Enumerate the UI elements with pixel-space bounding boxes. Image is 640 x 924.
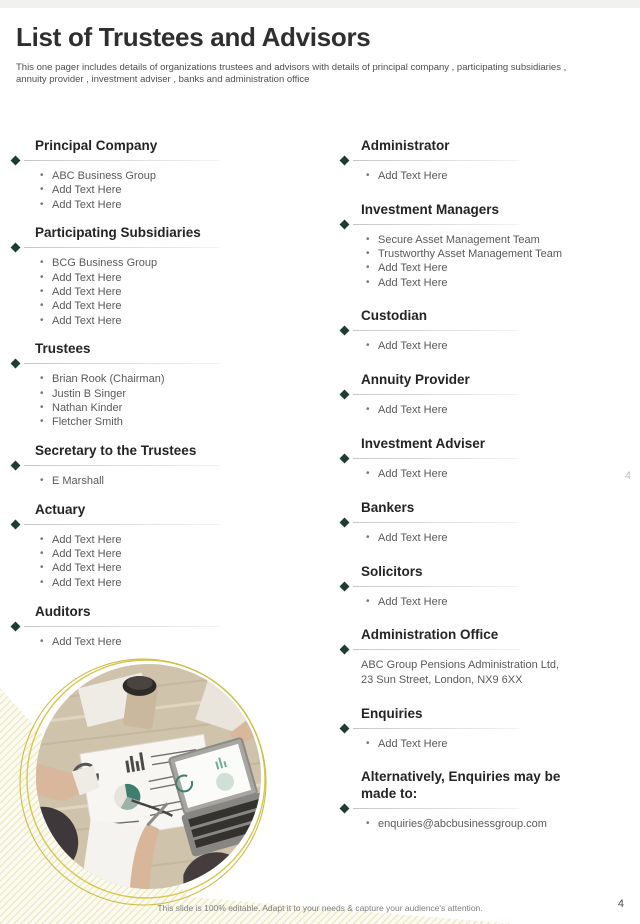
section-items: [12, 372, 230, 429]
list-item-text: Add Text Here: [52, 533, 122, 546]
section-heading: Investment Adviser: [361, 436, 486, 452]
diamond-icon: [340, 326, 350, 336]
section-actuary: [12, 501, 230, 590]
team-working-photo: [34, 662, 263, 891]
bullet-icon: •: [40, 285, 44, 297]
diamond-icon: [340, 517, 350, 527]
divider-line: [353, 586, 519, 587]
bullet-icon: •: [366, 595, 370, 607]
list-item-text: enquiries@abcbusinessgroup.com: [378, 818, 547, 831]
section-divider: [341, 804, 593, 813]
list-item: [341, 737, 593, 751]
diamond-icon: [340, 645, 350, 655]
list-item-text: ABC Group Pensions Administration Ltd,: [361, 659, 560, 672]
divider-line: [24, 465, 220, 466]
section-divider: [12, 520, 230, 529]
section-divider: [341, 724, 593, 733]
page-title: List of Trustees and Advisors: [16, 22, 371, 52]
list-item-text: Trustworthy Asset Management Team: [378, 248, 563, 261]
divider-line: [24, 160, 220, 161]
section-divider: [341, 326, 593, 335]
footer-page-number: 4: [617, 898, 624, 910]
list-item: [341, 233, 593, 247]
divider-line: [353, 330, 519, 331]
list-item: [341, 261, 593, 275]
section-items: [12, 256, 230, 327]
list-item: [341, 169, 593, 183]
bullet-icon: •: [40, 300, 44, 312]
list-item: [12, 561, 230, 575]
section-divider: [341, 220, 593, 229]
bullet-icon: •: [40, 475, 44, 487]
list-item: [12, 474, 230, 488]
list-item-text: Add Text Here: [378, 170, 448, 182]
list-item: [361, 658, 593, 672]
diamond-icon: [11, 359, 21, 369]
section-divider: [341, 156, 593, 165]
section-items: [12, 169, 230, 212]
bullet-icon: •: [366, 233, 370, 245]
section-custodian: [341, 307, 593, 353]
list-item-text: Fletcher Smith: [52, 416, 123, 429]
section-heading: Actuary: [35, 501, 86, 517]
section-principal-company: [12, 137, 230, 212]
list-item: [12, 576, 230, 590]
section-heading: Trustees: [35, 341, 91, 357]
list-item-text: Secure Asset Management Team: [378, 233, 540, 246]
diamond-icon: [11, 156, 21, 166]
list-item-text: Brian Rook (Chairman): [52, 373, 165, 386]
list-item: [12, 198, 230, 212]
right-column: [341, 137, 593, 849]
list-item-text: Add Text Here: [52, 285, 122, 298]
diamond-icon: [340, 390, 350, 400]
list-item-text: Add Text Here: [378, 595, 448, 608]
section-trustees: [12, 340, 230, 429]
diamond-icon: [340, 219, 350, 229]
divider-line: [353, 649, 519, 650]
section-heading: Bankers: [361, 499, 415, 515]
list-item-text: Add Text Here: [52, 576, 122, 589]
bullet-icon: •: [40, 416, 44, 428]
list-item-text: Add Text Here: [52, 548, 122, 561]
list-item: [12, 256, 230, 270]
list-item: [12, 635, 230, 649]
list-item: [341, 595, 593, 609]
bullet-icon: •: [40, 314, 44, 326]
bullet-icon: •: [40, 387, 44, 399]
section-items: [341, 339, 593, 353]
bullet-icon: •: [40, 373, 44, 385]
section-items: [341, 737, 593, 751]
bullet-icon: •: [40, 271, 44, 283]
list-item-text: Add Text Here: [378, 468, 448, 481]
diamond-icon: [11, 461, 21, 471]
section-heading: Alternatively, Enquiries may be made to:: [361, 769, 561, 802]
list-item-text: Add Text Here: [52, 300, 122, 313]
divider-line: [353, 224, 519, 225]
section-participating-subsidiaries: [12, 224, 230, 327]
bullet-icon: •: [40, 576, 44, 588]
section-heading: Enquiries: [361, 705, 423, 721]
bullet-icon: •: [366, 262, 370, 274]
section-heading: Solicitors: [361, 563, 423, 579]
list-item: [12, 271, 230, 285]
list-item: [12, 299, 230, 313]
section-heading: Investment Managers: [361, 201, 500, 217]
list-item-text: Add Text Here: [52, 635, 122, 648]
section-items: [341, 233, 593, 290]
list-item-text: Add Text Here: [378, 340, 448, 353]
divider-line: [24, 524, 220, 525]
list-item-text: Add Text Here: [52, 314, 122, 327]
list-item-text: Add Text Here: [378, 737, 448, 750]
section-administration-office: [341, 626, 593, 687]
bullet-icon: •: [40, 198, 44, 210]
bullet-icon: •: [366, 170, 370, 181]
section-heading: Administration Office: [361, 627, 499, 643]
diamond-icon: [340, 156, 350, 166]
list-item-text: Add Text Here: [52, 184, 122, 197]
bullet-icon: •: [40, 184, 44, 196]
section-divider: [341, 518, 593, 527]
section-divider: [341, 645, 593, 654]
divider-line: [353, 458, 519, 459]
list-item: [341, 467, 593, 481]
bullet-icon: •: [366, 468, 370, 480]
divider-line: [24, 247, 220, 248]
list-item: [12, 285, 230, 299]
section-investment-managers: [341, 201, 593, 290]
bullet-icon: •: [40, 170, 44, 181]
list-item-text: Add Text Here: [52, 271, 122, 284]
list-item-text: Add Text Here: [378, 276, 448, 289]
section-items: [341, 658, 593, 687]
diamond-icon: [11, 519, 21, 529]
section-divider: [12, 156, 230, 165]
left-column: [12, 137, 230, 661]
list-item: [12, 183, 230, 197]
section-investment-adviser: [341, 435, 593, 481]
section-items: [341, 169, 593, 183]
list-item: [12, 387, 230, 401]
list-item-text: Add Text Here: [378, 404, 448, 417]
bullet-icon: •: [40, 635, 44, 647]
list-item-text: Justin B Singer: [52, 387, 126, 400]
diamond-icon: [340, 581, 350, 591]
list-item-text: Add Text Here: [378, 531, 448, 544]
section-solicitors: [341, 563, 593, 609]
section-enquiries: [341, 705, 593, 751]
list-item-text: Nathan Kinder: [52, 401, 123, 414]
page-subtitle: This one pager includes details of organizations trustees and advisors with details of principal company , participating subsidiaries , annuity provider , investment adviser , banks and administration office: [16, 62, 567, 85]
section-heading: Custodian: [361, 308, 427, 324]
diamond-icon: [340, 804, 350, 814]
section-heading: Annuity Provider: [361, 372, 470, 388]
list-item: [361, 673, 593, 687]
section-bankers: [341, 499, 593, 545]
list-item-text: BCG Business Group: [52, 257, 158, 270]
divider-line: [353, 728, 519, 729]
section-secretary-to-the-trustees: [12, 442, 230, 488]
section-divider: [12, 359, 230, 368]
bullet-icon: •: [366, 737, 370, 749]
bullet-icon: •: [40, 548, 44, 560]
divider-line: [353, 160, 519, 161]
list-item-text: Add Text Here: [378, 262, 448, 275]
section-items: [341, 595, 593, 609]
list-item: [341, 339, 593, 353]
section-items: [341, 817, 593, 831]
coffee-cup: [123, 676, 159, 730]
bullet-icon: •: [40, 562, 44, 574]
diamond-icon: [11, 621, 21, 631]
section-divider: [12, 622, 230, 631]
list-item: [12, 547, 230, 561]
section-items: [341, 531, 593, 545]
section-divider: [341, 582, 593, 591]
section-items: [341, 467, 593, 481]
bullet-icon: •: [366, 818, 370, 830]
diamond-icon: [340, 454, 350, 464]
top-edge-strip: [0, 0, 640, 8]
list-item: [12, 415, 230, 429]
section-heading: Principal Company: [35, 138, 158, 153]
bullet-icon: •: [366, 276, 370, 288]
section-items: [12, 635, 230, 649]
list-item-text: 23 Sun Street, London, NX9 6XX: [361, 673, 523, 686]
section-heading: Participating Subsidiaries: [35, 225, 201, 241]
section-annuity-provider: [341, 371, 593, 417]
list-item: [341, 403, 593, 417]
bullet-icon: •: [366, 248, 370, 260]
list-item: [12, 169, 230, 183]
list-item: [12, 401, 230, 415]
list-item: [12, 314, 230, 328]
list-item: [341, 531, 593, 545]
side-page-number: 4: [624, 470, 631, 482]
section-divider: [12, 461, 230, 470]
section-divider: [341, 390, 593, 399]
section-auditors: [12, 603, 230, 649]
section-administrator: [341, 137, 593, 183]
section-items: [341, 403, 593, 417]
divider-line: [353, 522, 519, 523]
bullet-icon: •: [40, 533, 44, 545]
divider-line: [24, 363, 220, 364]
diamond-icon: [11, 243, 21, 253]
list-item-text: E Marshall: [52, 475, 104, 488]
list-item: [12, 372, 230, 386]
list-item-text: Add Text Here: [52, 562, 122, 575]
bullet-icon: •: [366, 531, 370, 543]
list-item: [341, 247, 593, 261]
section-divider: [12, 243, 230, 252]
section-items: [12, 533, 230, 590]
bullet-icon: •: [366, 404, 370, 416]
section-heading: Administrator: [361, 138, 450, 153]
divider-line: [353, 808, 519, 809]
list-item: [341, 817, 593, 831]
section-items: [12, 474, 230, 488]
section-heading: Auditors: [35, 603, 91, 619]
section-alternatively-enquiries-may-be-made-to: [341, 768, 593, 831]
list-item-text: Add Text Here: [52, 198, 122, 211]
divider-line: [353, 394, 519, 395]
section-divider: [341, 454, 593, 463]
divider-line: [24, 626, 220, 627]
section-heading: Secretary to the Trustees: [35, 443, 197, 459]
diamond-icon: [340, 723, 350, 733]
bullet-icon: •: [40, 257, 44, 269]
list-item-text: ABC Business Group: [52, 170, 156, 182]
list-item: [341, 276, 593, 290]
list-item: [12, 533, 230, 547]
footer-note: This slide is 100% editable. Adapt it to your needs & capture your audience's attention.: [157, 903, 483, 913]
bullet-icon: •: [366, 340, 370, 352]
bullet-icon: •: [40, 401, 44, 413]
